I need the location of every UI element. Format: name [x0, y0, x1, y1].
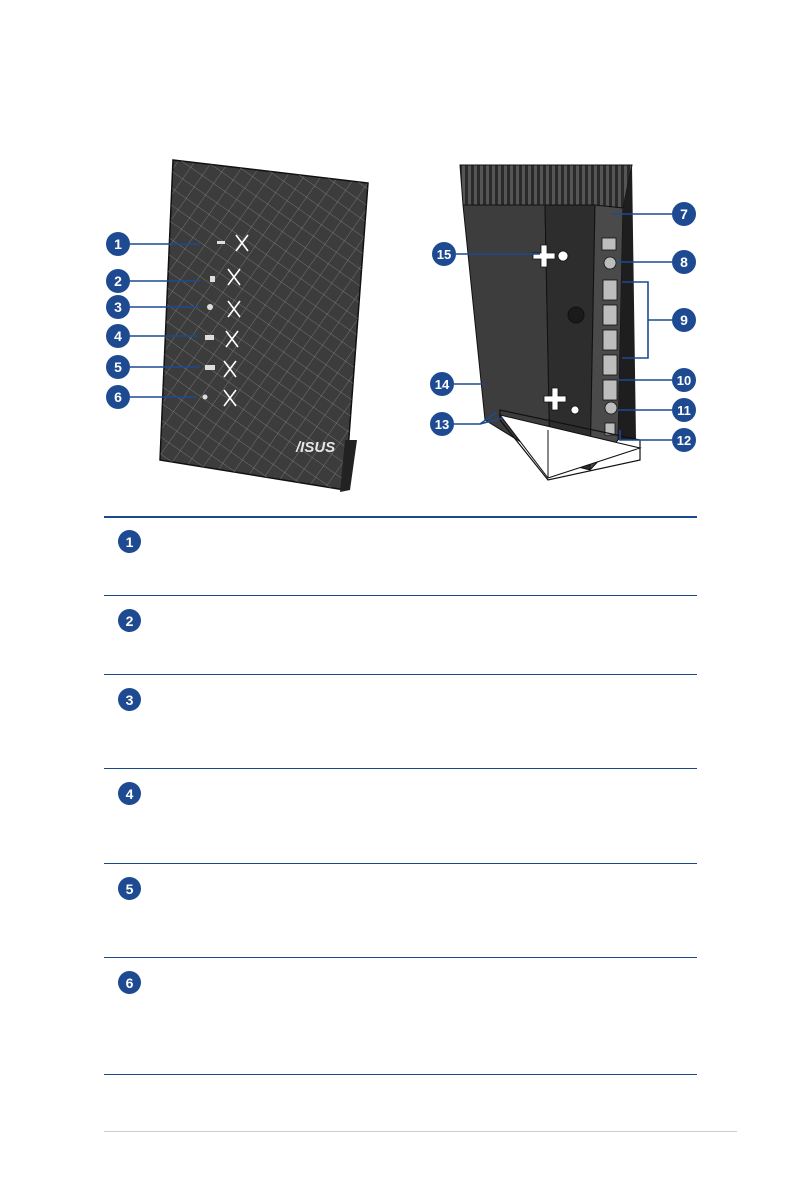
callout-12: [672, 428, 696, 452]
svg-text:6: 6: [114, 389, 122, 405]
feature-table: [104, 517, 697, 1075]
svg-text:2: 2: [114, 273, 122, 289]
table-row: [104, 769, 697, 864]
callout-15: [432, 242, 456, 266]
svg-text:5: 5: [114, 359, 122, 375]
svg-text:11: 11: [677, 403, 691, 418]
table-row: [104, 596, 697, 675]
callout-7: [672, 202, 696, 226]
callout-5: [106, 355, 130, 379]
row-number-badge: 6: [118, 971, 141, 994]
callout-6: [106, 385, 130, 409]
power-button-icon: [605, 402, 617, 414]
svg-text:13: 13: [434, 417, 450, 432]
callout-10: [672, 368, 696, 392]
row-number-badge: 5: [118, 877, 141, 900]
svg-text:3: 3: [114, 299, 122, 315]
router-front-view: [130, 160, 368, 492]
callout-3: [106, 295, 130, 319]
svg-text:8: 8: [680, 254, 688, 270]
callout-8: [672, 250, 696, 274]
wps-button-icon: [604, 257, 616, 269]
table-row: [104, 675, 697, 769]
router-back-view: [454, 165, 672, 480]
svg-text:7: 7: [680, 206, 688, 222]
table-row: [104, 517, 697, 596]
callout-11: [672, 398, 696, 422]
svg-text:12: 12: [676, 433, 692, 448]
callout-9: [672, 308, 696, 332]
callout-13: [430, 412, 454, 436]
table-row: [104, 958, 697, 1075]
row-number-badge: 4: [118, 782, 141, 805]
svg-text:10: 10: [676, 373, 692, 388]
callout-4: [106, 324, 130, 348]
callout-2: [106, 269, 130, 293]
svg-text:9: 9: [680, 312, 688, 328]
svg-text:4: 4: [114, 328, 122, 344]
svg-text:1: 1: [114, 236, 122, 252]
callout-1: [106, 232, 130, 256]
row-number-badge: 1: [118, 530, 141, 553]
wan-port-icon: [603, 380, 617, 400]
front-callouts: [106, 232, 130, 409]
svg-text:14: 14: [434, 377, 450, 392]
hardware-figure: [0, 0, 795, 510]
svg-text:15: 15: [436, 247, 452, 262]
footer-rule: [104, 1131, 737, 1132]
usb-port-icon: [602, 238, 616, 250]
brand-logo: /ISUS: [296, 439, 336, 456]
table-row: [104, 864, 697, 958]
callout-14: [430, 372, 454, 396]
row-number-badge: 3: [118, 688, 141, 711]
row-number-badge: 2: [118, 609, 141, 632]
